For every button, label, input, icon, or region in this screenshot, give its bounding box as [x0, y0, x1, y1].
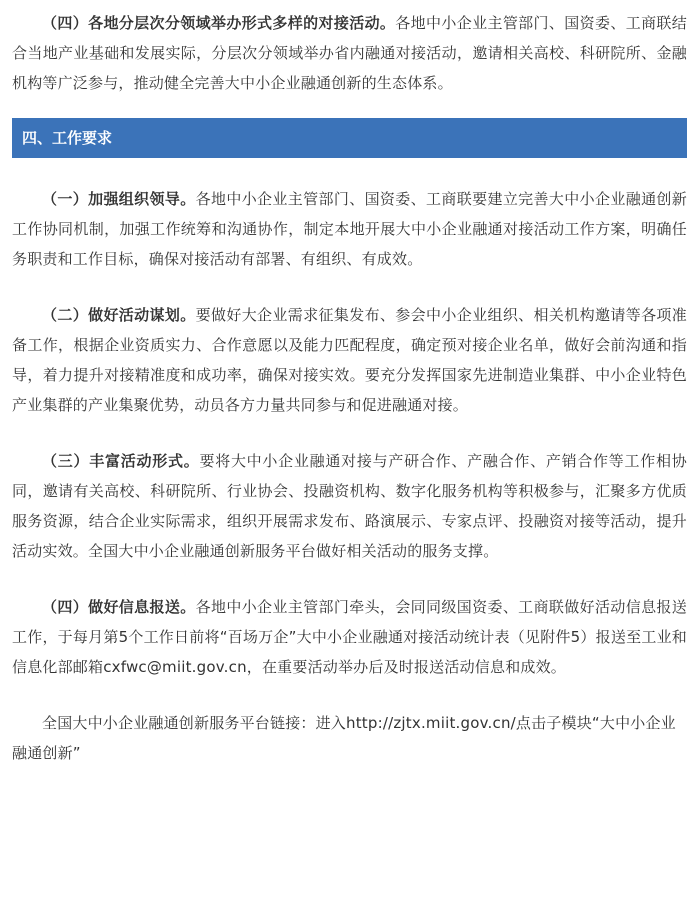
item-heading-1: （一）加强组织领导。: [42, 190, 196, 208]
item-heading-3: （三）丰富活动形式。: [42, 452, 200, 470]
item-heading-4: （四）做好信息报送。: [42, 598, 196, 616]
item-heading-2: （二）做好活动谋划。: [42, 306, 196, 324]
intro-paragraph: [12, 8, 687, 98]
item-body-4: 各地中小企业主管部门牵头，会同同级国资委、工商联做好活动信息报送工作，于每月第5个工作日前将“百场万企”大中小企业融通对接活动统计表（见附件5）报送至工业和信息化部邮箱cxfwc@miit.gov.cn，在重要活动举办后及时报送活动信息和成效。: [12, 598, 687, 676]
item-paragraph-4: [12, 592, 687, 682]
item-body-3: 要将大中小企业融通对接与产研合作、产融合作、产销合作等工作相协同，邀请有关高校、科研院所、行业协会、投融资机构、数字化服务机构等积极参与，汇聚多方优质服务资源，结合企业实际需求，组织开展需求发布、路演展示、专家点评、投融资对接等活动，提升活动实效。全国大中小企业融通创新服务平台做好相关活动的服务支撑。: [12, 452, 687, 560]
item-paragraph-3: [12, 446, 687, 566]
platform-link-text: 全国大中小企业融通创新服务平台链接：进入http://zjtx.miit.gov.cn/点击子模块“大中小企业融通创新”: [12, 714, 676, 762]
intro-body: 各地中小企业主管部门、国资委、工商联结合当地产业基础和发展实际，分层次分领域举办省内融通对接活动，邀请相关高校、科研院所、金融机构等广泛参与，推动健全完善大中小企业融通创新的生态体系。: [12, 14, 687, 92]
item-body-2: 要做好大企业需求征集发布、参会中小企业组织、相关机构邀请等各项准备工作，根据企业资质实力、合作意愿以及能力匹配程度，确定预对接企业名单，做好会前沟通和指导，着力提升对接精准度和成功率，确保对接实效。要充分发挥国家先进制造业集群、中小企业特色产业集群的产业集聚优势，动员各方力量共同参与和促进融通对接。: [12, 306, 687, 414]
intro-heading: （四）各地分层次分领域举办形式多样的对接活动。: [42, 14, 396, 32]
item-body-1: 各地中小企业主管部门、国资委、工商联要建立完善大中小企业融通创新工作协同机制，加强工作统筹和沟通协作，制定本地开展大中小企业融通对接活动工作方案，明确任务职责和工作目标，确保对接活动有部署、有组织、有成效。: [12, 190, 687, 268]
item-paragraph-2: [12, 300, 687, 420]
section-title: 四、工作要求: [22, 129, 113, 147]
section-header: [12, 118, 687, 158]
item-paragraph-1: [12, 184, 687, 274]
platform-link-paragraph: [12, 708, 687, 768]
